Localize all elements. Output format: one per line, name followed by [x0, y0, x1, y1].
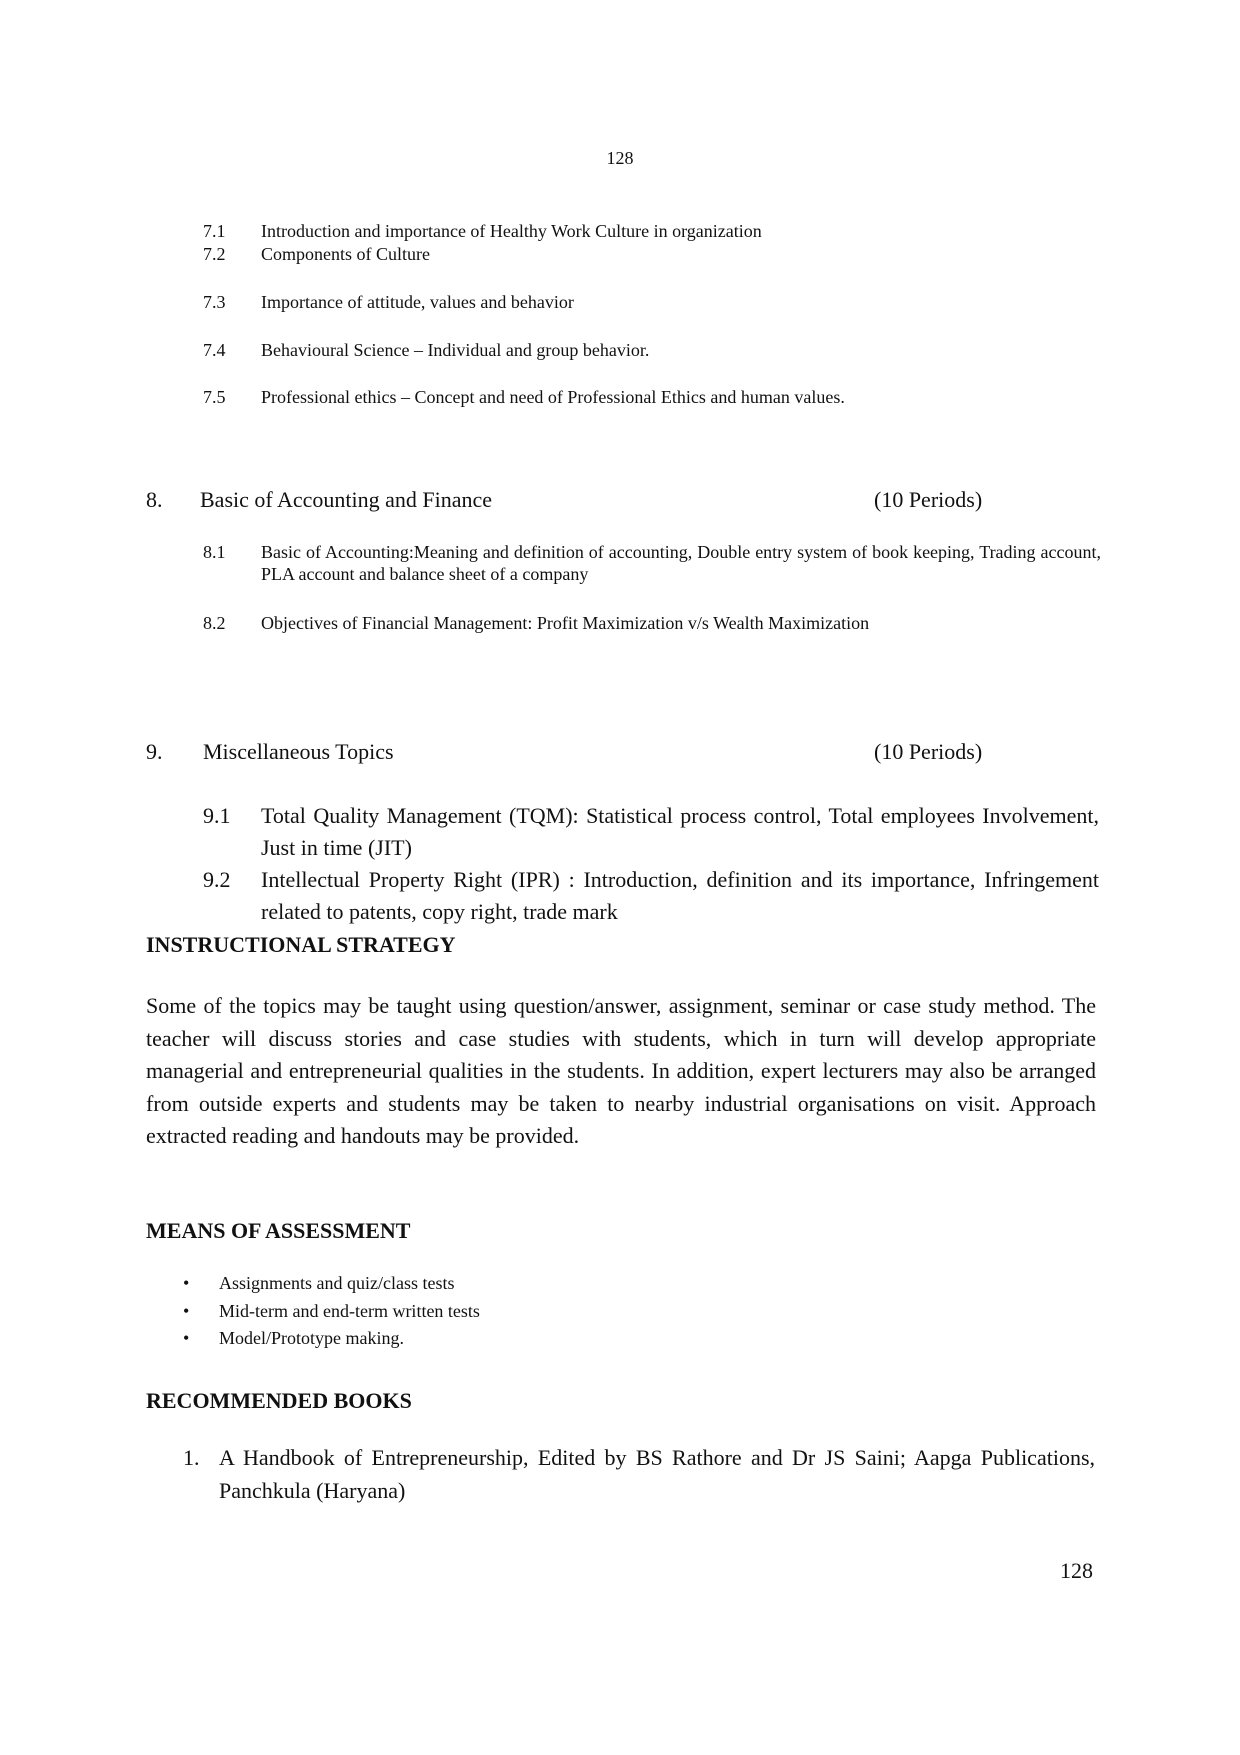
- subsection-number: 8.1: [203, 542, 226, 562]
- instructional-strategy-heading: INSTRUCTIONAL STRATEGY: [146, 932, 456, 957]
- list-item: [183, 1270, 480, 1298]
- subsection-text: Professional ethics – Concept and need of Professional Ethics and human values.: [261, 387, 845, 407]
- subsection-text: Objectives of Financial Management: Profit Maximization v/s Wealth Maximization: [261, 613, 870, 633]
- recommended-books-heading: RECOMMENDED BOOKS: [146, 1388, 412, 1413]
- subsection-text: Behavioural Science – Individual and group behavior.: [261, 340, 650, 360]
- subsection-number: 9.2: [203, 867, 231, 892]
- subsection-number: 7.4: [203, 340, 226, 360]
- subsection-number: 9.1: [203, 803, 231, 828]
- section-number: 8.: [146, 487, 163, 512]
- bullet-icon: •: [183, 1300, 190, 1321]
- assessment-list: [183, 1270, 480, 1353]
- list-item-text: Mid-term and end-term written tests: [219, 1300, 480, 1321]
- subsection-text: Basic of Accounting:Meaning and definition of accounting, Double entry system of book keeping, Trading account, PLA account and balance sheet of a company: [261, 542, 1101, 584]
- section-number: 9.: [146, 739, 163, 764]
- section-title: Basic of Accounting and Finance: [200, 487, 493, 512]
- subsection-number: 7.3: [203, 292, 226, 312]
- list-item-text: Assignments and quiz/class tests: [219, 1273, 455, 1293]
- subsection-text: Total Quality Management (TQM): Statistical process control, Total employees Involvement, Just in time (JIT): [261, 803, 1099, 860]
- instructional-strategy-paragraph: Some of the topics may be taught using question/answer, assignment, seminar or case study method. The teacher will discuss stories and case studies with students, which in turn will develop appropriate managerial and entrepreneurial qualities in the students. In addition, expert lecturers may also be arranged from outside experts and students may be taken to nearby industrial organisations on visit. Approach extracted reading and handouts may be provided.: [146, 993, 1096, 1148]
- book-text: A Handbook of Entrepreneurship, Edited by BS Rathore and Dr JS Saini; Aapga Publications, Panchkula (Haryana): [219, 1445, 1095, 1503]
- section-periods: (10 Periods): [874, 739, 983, 764]
- subsection-text: Importance of attitude, values and behavior: [261, 292, 574, 312]
- list-item: [183, 1298, 480, 1326]
- subsection-text: Introduction and importance of Healthy Work Culture in organization: [261, 221, 762, 241]
- section-title: Miscellaneous Topics: [203, 739, 394, 764]
- book-number: 1.: [183, 1445, 200, 1470]
- subsection-number: 7.2: [203, 244, 226, 264]
- means-of-assessment-heading: MEANS OF ASSESSMENT: [146, 1218, 411, 1243]
- bullet-icon: •: [183, 1328, 190, 1348]
- subsection-number: 7.1: [203, 221, 226, 241]
- list-item-text: Model/Prototype making.: [219, 1328, 404, 1348]
- page-number-top: 128: [606, 148, 634, 168]
- bullet-icon: •: [183, 1273, 190, 1293]
- subsection-text: Components of Culture: [261, 244, 430, 264]
- section-periods: (10 Periods): [874, 487, 983, 512]
- subsection-text: Intellectual Property Right (IPR) : Introduction, definition and its importance, Infringement related to patents, copy right, trade mark: [261, 867, 1099, 924]
- list-item: [183, 1325, 480, 1353]
- subsection-number: 7.5: [203, 387, 226, 407]
- page-number-bottom: 128: [1060, 1558, 1093, 1583]
- subsection-number: 8.2: [203, 613, 226, 633]
